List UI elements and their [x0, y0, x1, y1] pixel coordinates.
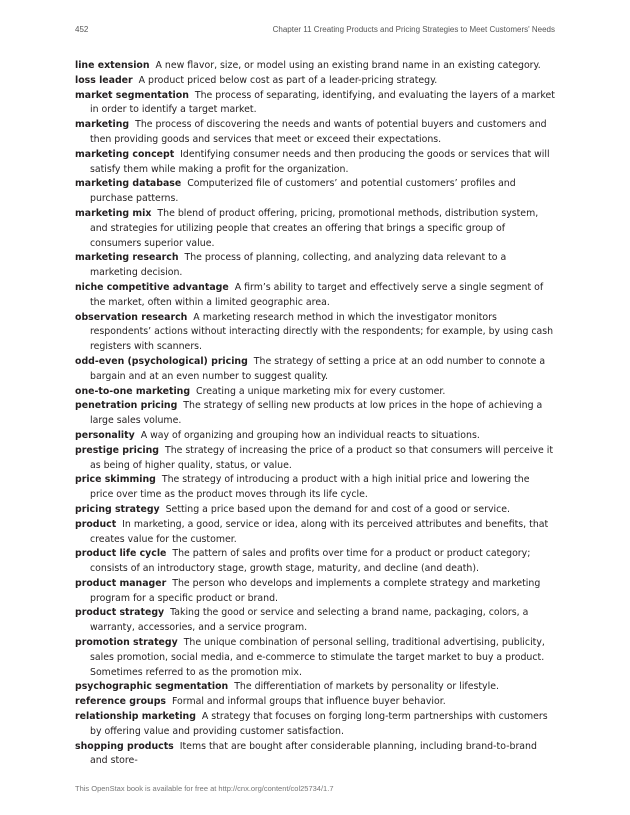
- glossary-term: product manager: [75, 577, 167, 589]
- glossary-definition: The strategy of setting a price at an odd number to connote a bargain and at an even number to suggest quality.: [90, 355, 546, 382]
- glossary-entry: [75, 444, 555, 474]
- glossary-definition: Identifying consumer needs and then producing the goods or services that will satisfy them while making a profit for the organization.: [90, 148, 550, 175]
- glossary-term: marketing research: [75, 252, 179, 264]
- glossary-entry: [75, 118, 555, 148]
- glossary-term: product: [75, 518, 117, 530]
- glossary-definition: The process of separating, identifying, and evaluating the layers of a market in order to identify a target market.: [90, 89, 555, 116]
- glossary-definition: A way of organizing and grouping how an individual reacts to situations.: [140, 429, 480, 441]
- glossary-definition: The strategy of introducing a product with a high initial price and lowering the price over time as the product moves through its life cycle.: [90, 474, 530, 501]
- glossary-term: odd-even (psychological) pricing: [75, 355, 248, 367]
- glossary-term: marketing database: [75, 178, 182, 190]
- glossary-term: price skimming: [75, 474, 156, 486]
- glossary-entry: [75, 577, 555, 607]
- glossary-term: relationship marketing: [75, 711, 196, 723]
- glossary-definition: Computerized file of customers’ and potential customers’ profiles and purchase patterns.: [90, 178, 516, 205]
- glossary-definition: Creating a unique marketing mix for every customer.: [196, 385, 446, 397]
- glossary-definition: Formal and informal groups that influence buyer behavior.: [171, 696, 446, 708]
- glossary-entry: [75, 606, 555, 636]
- glossary-definition: Setting a price based upon the demand for and cost of a good or service.: [165, 503, 511, 515]
- glossary-entry: [75, 547, 555, 577]
- glossary-term: promotion strategy: [75, 637, 178, 649]
- glossary-term: pricing strategy: [75, 503, 160, 515]
- glossary-definition: A product priced below cost as part of a leader-pricing strategy.: [138, 74, 438, 86]
- chapter-title: Chapter 11 Creating Products and Pricing Strategies to Meet Customers' Needs: [272, 25, 555, 34]
- glossary-entry: [75, 89, 555, 119]
- glossary-term: marketing concept: [75, 148, 175, 160]
- glossary-entry: [75, 695, 555, 710]
- glossary-definition: A firm’s ability to target and effectively serve a single segment of the market, often within a limited geographic area.: [90, 281, 544, 308]
- glossary-term: psychographic segmentation: [75, 681, 229, 693]
- glossary-definition: The strategy of selling new products at low prices in the hope of achieving a large sales volume.: [90, 400, 543, 427]
- glossary-entry: [75, 207, 555, 251]
- glossary-entry: [75, 680, 555, 695]
- glossary-term: reference groups: [75, 696, 166, 708]
- glossary-list: [75, 59, 555, 769]
- glossary-term: loss leader: [75, 74, 133, 86]
- glossary-definition: The process of discovering the needs and wants of potential buyers and customers and then providing goods and services that meet or exceed their expectations.: [90, 119, 547, 145]
- glossary-entry: [75, 518, 555, 548]
- glossary-entry: [75, 429, 555, 444]
- glossary-term: market segmentation: [75, 89, 189, 101]
- glossary-term: line extension: [75, 60, 150, 71]
- glossary-term: marketing: [75, 119, 130, 131]
- glossary-term: penetration pricing: [75, 400, 178, 412]
- glossary-entry: [75, 385, 555, 400]
- glossary-entry: [75, 74, 555, 89]
- glossary-definition: Taking the good or service and selecting a brand name, packaging, colors, a warranty, accessories, and a service program.: [90, 607, 529, 634]
- glossary-term: prestige pricing: [75, 444, 160, 456]
- glossary-entry: [75, 710, 555, 740]
- glossary-definition: A strategy that focuses on forging long-term partnerships with customers by offering value and providing customer satisfaction.: [90, 711, 548, 737]
- glossary-definition: The pattern of sales and profits over time for a product or product category; consists of an introductory stage, growth stage, maturity, and decline (and death).: [90, 548, 531, 575]
- glossary-entry: [75, 281, 555, 311]
- glossary-entry: [75, 251, 555, 281]
- glossary-definition: In marketing, a good, service or idea, along with its perceived attributes and benefits, that creates value for the customer.: [90, 518, 549, 545]
- glossary-term: niche competitive advantage: [75, 281, 229, 293]
- glossary-entry: [75, 503, 555, 518]
- glossary-definition: The strategy of increasing the price of a product so that consumers will perceive it as being of higher quality, status, or value.: [90, 444, 554, 471]
- glossary-entry: [75, 148, 555, 178]
- glossary-term: product life cycle: [75, 548, 167, 560]
- glossary-entry: [75, 740, 555, 770]
- glossary-entry: [75, 636, 555, 680]
- glossary-entry: [75, 177, 555, 207]
- glossary-term: shopping products: [75, 740, 174, 752]
- glossary-definition: The differentiation of markets by personality or lifestyle.: [234, 681, 499, 693]
- glossary-definition: The person who develops and implements a complete strategy and marketing program for a specific product or brand.: [90, 577, 541, 604]
- glossary-definition: A new flavor, size, or model using an existing brand name in an existing category.: [155, 60, 541, 71]
- glossary-term: marketing mix: [75, 207, 152, 219]
- glossary-term: observation research: [75, 311, 188, 323]
- glossary-entry: [75, 311, 555, 355]
- glossary-definition: The process of planning, collecting, and analyzing data relevant to a marketing decision.: [90, 252, 507, 279]
- glossary-definition: The unique combination of personal selling, traditional advertising, publicity, sales promotion, social media, and e-commerce to stimulate the target market to buy a product. Sometimes referred to as the promotion mix.: [90, 637, 545, 678]
- glossary-entry: [75, 473, 555, 503]
- page-number: 452: [75, 25, 89, 34]
- glossary-entry: [75, 355, 555, 385]
- glossary-entry: [75, 399, 555, 429]
- glossary-definition: The blend of product offering, pricing, promotional methods, distribution system, and strategies for utilizing people that creates an offering that brings a specific group of consumers superior value.: [90, 207, 539, 249]
- glossary-term: one-to-one marketing: [75, 385, 191, 397]
- glossary-term: personality: [75, 429, 135, 441]
- page-footer: This OpenStax book is available for free at http://cnx.org/content/col25734/1.7: [75, 784, 334, 793]
- glossary-definition: Items that are bought after considerable planning, including brand-to-brand and store-: [90, 740, 537, 767]
- glossary-definition: A marketing research method in which the investigator monitors respondents’ actions without interacting directly with the respondents; for example, by using cash registers with scanners.: [90, 311, 554, 353]
- glossary-entry: [75, 59, 555, 74]
- glossary-term: product strategy: [75, 607, 165, 619]
